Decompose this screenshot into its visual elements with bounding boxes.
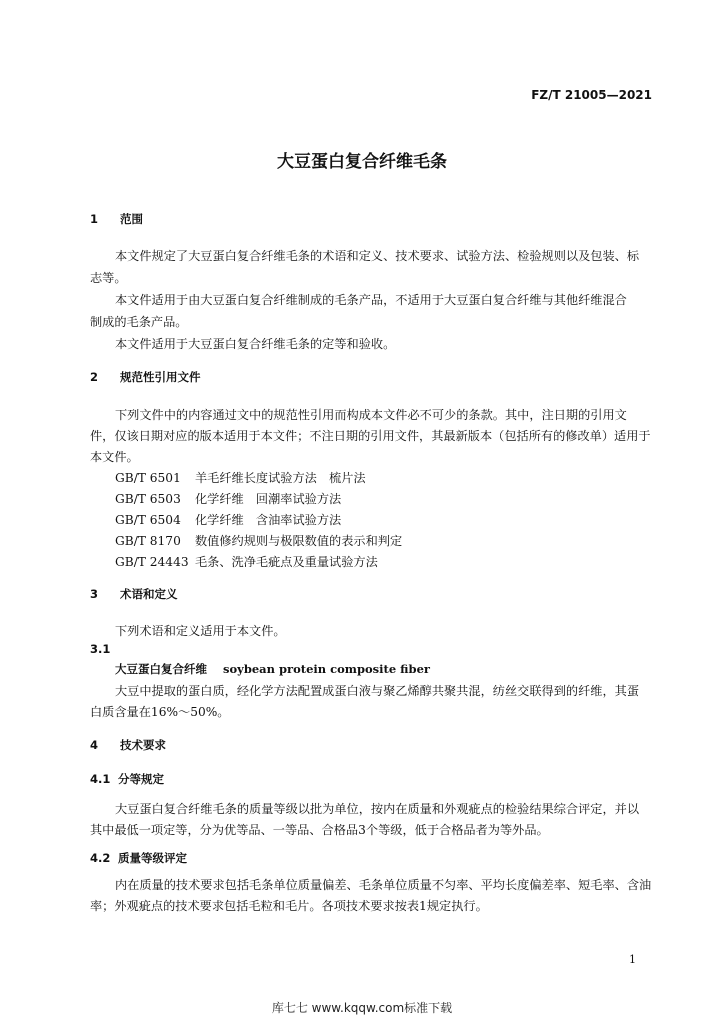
section-number: 2 [90, 370, 99, 384]
reference-title: 数值修约规则与极限数值的表示和判定 [195, 534, 403, 548]
paragraph-line: 大豆中提取的蛋白质，经化学方法配置成蛋白液与聚乙烯醇共聚共混，纺丝交联得到的纤维，其蛋 [115, 684, 640, 698]
section-2-heading [90, 369, 201, 385]
paragraph-line: 本文件规定了大豆蛋白复合纤维毛条的术语和定义、技术要求、试验方法、检验规则以及包装、标 [115, 249, 640, 263]
subsection-title: 质量等级评定 [118, 851, 187, 865]
paragraph-line: 率；外观疵点的技术要求包括毛粒和毛片。各项技术要求按表1规定执行。 [90, 899, 488, 913]
subsection-number: 4.2 [90, 851, 111, 865]
reference-code: GB/T 6504 [115, 513, 181, 527]
reference-item [115, 469, 366, 486]
paragraph-line: 下列文件中的内容通过文中的规范性引用而构成本文件必不可少的条款。其中，注日期的引用文 [115, 408, 627, 422]
section-number: 1 [90, 212, 99, 226]
paragraph-line: 本文件适用于大豆蛋白复合纤维毛条的定等和验收。 [115, 337, 396, 351]
section-title: 规范性引用文件 [120, 370, 201, 384]
download-watermark: 库七七 www.kqqw.com标准下载 [271, 1001, 453, 1015]
paragraph-line: 本文件。 [90, 450, 139, 464]
paragraph-line: 其中最低一项定等，分为优等品、一等品、合格品3个等级，低于合格品者为等外品。 [90, 823, 549, 837]
term-english: soybean protein composite fiber [223, 662, 430, 676]
term-chinese: 大豆蛋白复合纤维 [115, 662, 207, 676]
reference-code: GB/T 6501 [115, 471, 181, 485]
subsection-4-2-heading [90, 850, 187, 866]
paragraph-line: 大豆蛋白复合纤维毛条的质量等级以批为单位，按内在质量和外观疵点的检验结果综合评定，并以 [115, 802, 640, 816]
reference-code: GB/T 24443 [115, 555, 189, 569]
term-number: 3.1 [90, 642, 111, 656]
page-number: 1 [629, 953, 636, 966]
paragraph-line: 制成的毛条产品。 [90, 315, 188, 329]
section-1-heading [90, 211, 143, 227]
reference-code: GB/T 8170 [115, 534, 181, 548]
paragraph-line: 下列术语和定义适用于本文件。 [115, 624, 286, 638]
paragraph-line: 件，仅该日期对应的版本适用于本文件；不注日期的引用文件，其最新版本（包括所有的修改单）适用于 [90, 429, 651, 443]
section-3-heading [90, 586, 178, 602]
reference-title: 毛条、洗净毛疵点及重量试验方法 [195, 555, 378, 569]
section-4-heading [90, 737, 166, 753]
paragraph-line: 志等。 [90, 271, 127, 285]
section-title: 技术要求 [120, 738, 166, 752]
subsection-4-1-heading [90, 771, 164, 787]
paragraph-line: 白质含量在16%～50%。 [90, 705, 230, 719]
reference-title: 化学纤维 含油率试验方法 [195, 513, 342, 527]
section-number: 4 [90, 738, 99, 752]
paragraph-line: 本文件适用于由大豆蛋白复合纤维制成的毛条产品，不适用于大豆蛋白复合纤维与其他纤维混合 [115, 293, 627, 307]
section-title: 范围 [120, 212, 143, 226]
reference-code: GB/T 6503 [115, 492, 181, 506]
subsection-number: 4.1 [90, 772, 111, 786]
reference-item [115, 553, 378, 570]
paragraph-line: 内在质量的技术要求包括毛条单位质量偏差、毛条单位质量不匀率、平均长度偏差率、短毛率、含油 [115, 878, 652, 892]
standard-code: FZ/T 21005—2021 [531, 88, 652, 102]
subsection-title: 分等规定 [118, 772, 164, 786]
section-title: 术语和定义 [120, 587, 178, 601]
reference-title: 羊毛纤维长度试验方法 梳片法 [195, 471, 366, 485]
reference-item [115, 532, 402, 549]
reference-item [115, 511, 341, 528]
section-number: 3 [90, 587, 99, 601]
reference-item [115, 490, 341, 507]
term-entry [115, 661, 430, 677]
reference-title: 化学纤维 回潮率试验方法 [195, 492, 342, 506]
document-title: 大豆蛋白复合纤维毛条 [277, 152, 447, 172]
